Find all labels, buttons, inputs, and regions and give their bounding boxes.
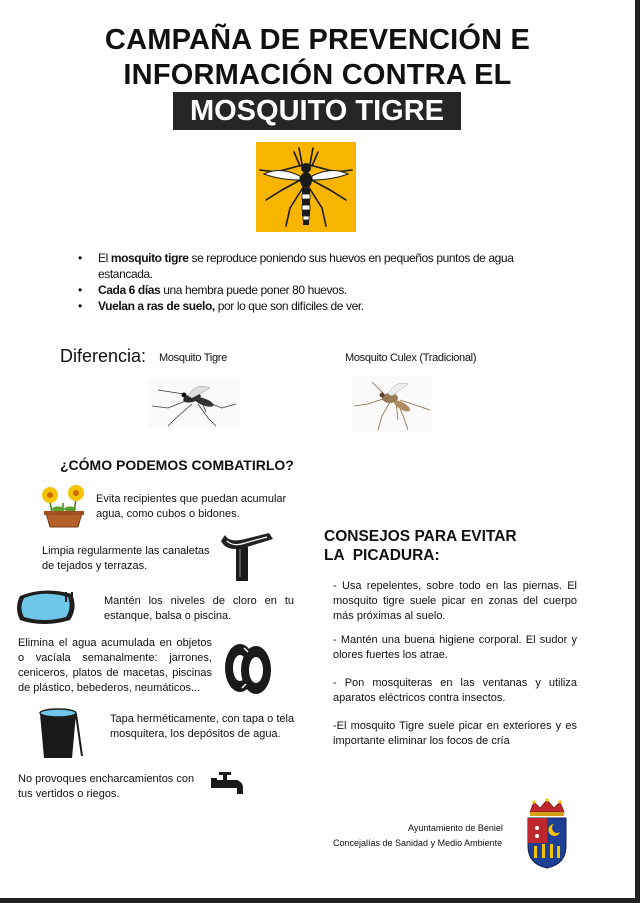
advice-section-title bbox=[324, 527, 517, 565]
tires-icon bbox=[218, 640, 276, 696]
water-tap-icon bbox=[211, 772, 247, 798]
tip-containers: Evita recipientes que puedan acumular agua, como cubos o bidones. bbox=[96, 493, 287, 520]
bullet-reproduction bbox=[78, 250, 558, 282]
title-line-1: CAMPAÑA DE PREVENCIÓN E bbox=[104, 24, 531, 56]
caption-culex-mosquito: Mosquito Culex (Tradicional) bbox=[345, 352, 477, 364]
title-line-2: INFORMACIÓN CONTRA EL bbox=[123, 59, 512, 91]
caption-tiger-mosquito: Mosquito Tigre bbox=[159, 352, 227, 364]
mosquito-logo-icon bbox=[256, 142, 356, 232]
footer-town-hall: Ayuntamiento de Beniel bbox=[408, 823, 503, 833]
advice-title-line-1: CONSEJOS PARA EVITAR bbox=[324, 528, 517, 545]
bullet-text: por lo que son difíciles de ver. bbox=[214, 299, 364, 313]
combat-section-title: ¿CÓMO PODEMOS COMBATIRLO? bbox=[60, 457, 294, 473]
footer-departments: Concejalías de Sanidad y Medio Ambiente bbox=[333, 838, 503, 848]
flower-pot-icon bbox=[36, 483, 92, 529]
pool-icon bbox=[14, 588, 78, 626]
tip-gutters: Limpia regularmente las canaletas de tejados y terrazas. bbox=[42, 545, 210, 572]
page-border-bottom bbox=[0, 898, 640, 903]
bullet-bold-text: mosquito tigre bbox=[110, 251, 189, 265]
tip-water-tanks: Tapa herméticamente, con tapa o tela mosquitera, los depósitos de agua. bbox=[110, 713, 295, 740]
intro-bullet-list bbox=[78, 250, 558, 314]
tip-puddles: No provoques encharcamientos con tus vertidos o riegos. bbox=[18, 773, 195, 800]
bullet-flight bbox=[78, 298, 558, 314]
advice-outdoors: -El mosquito Tigre suele picar en exteriores y es importante eliminar los focos de cría bbox=[333, 720, 577, 747]
bullet-eggs bbox=[78, 282, 558, 298]
title-highlight-box: MOSQUITO TIGRE bbox=[173, 92, 461, 130]
bullet-text: una hembra puede poner 80 huevos. bbox=[160, 283, 347, 297]
coat-of-arms-icon bbox=[524, 798, 570, 870]
difference-label: Diferencia: bbox=[60, 346, 147, 366]
bullet-text: El bbox=[98, 251, 111, 265]
advice-repellent: - Usa repelentes, sobre todo en las piernas. El mosquito tigre suele picar en zonas del cuerpo más próximas al suelo. bbox=[333, 580, 577, 622]
tip-standing-water: Elimina el agua acumulada en objetos o vacíala semanalmente: jarrones, ceniceros, platos de macetas, piscinas de plástico, bebederos, neumáticos... bbox=[18, 637, 212, 694]
tip-pool: Mantén los niveles de cloro en tu estanque, balsa o piscina. bbox=[104, 595, 294, 622]
tiger-mosquito-photo bbox=[148, 378, 240, 428]
bullet-text: se reproduce poniendo sus huevos en pequeños puntos de agua estancada. bbox=[98, 251, 514, 281]
gutter-icon bbox=[219, 531, 275, 583]
advice-hygiene: - Mantén una buena higiene corporal. El sudor y olores fuertes los atrae. bbox=[333, 634, 577, 661]
bullet-bold-text: Cada 6 días bbox=[98, 283, 161, 297]
page-border-right bbox=[635, 0, 640, 903]
bucket-icon bbox=[36, 706, 86, 760]
bullet-bold-text: Vuelan a ras de suelo, bbox=[98, 299, 215, 313]
culex-mosquito-photo bbox=[352, 376, 432, 432]
advice-title-line-2: LA PICADURA: bbox=[324, 547, 440, 564]
advice-screens: - Pon mosquiteras en las ventanas y utiliza aparatos eléctricos contra insectos. bbox=[333, 677, 577, 704]
